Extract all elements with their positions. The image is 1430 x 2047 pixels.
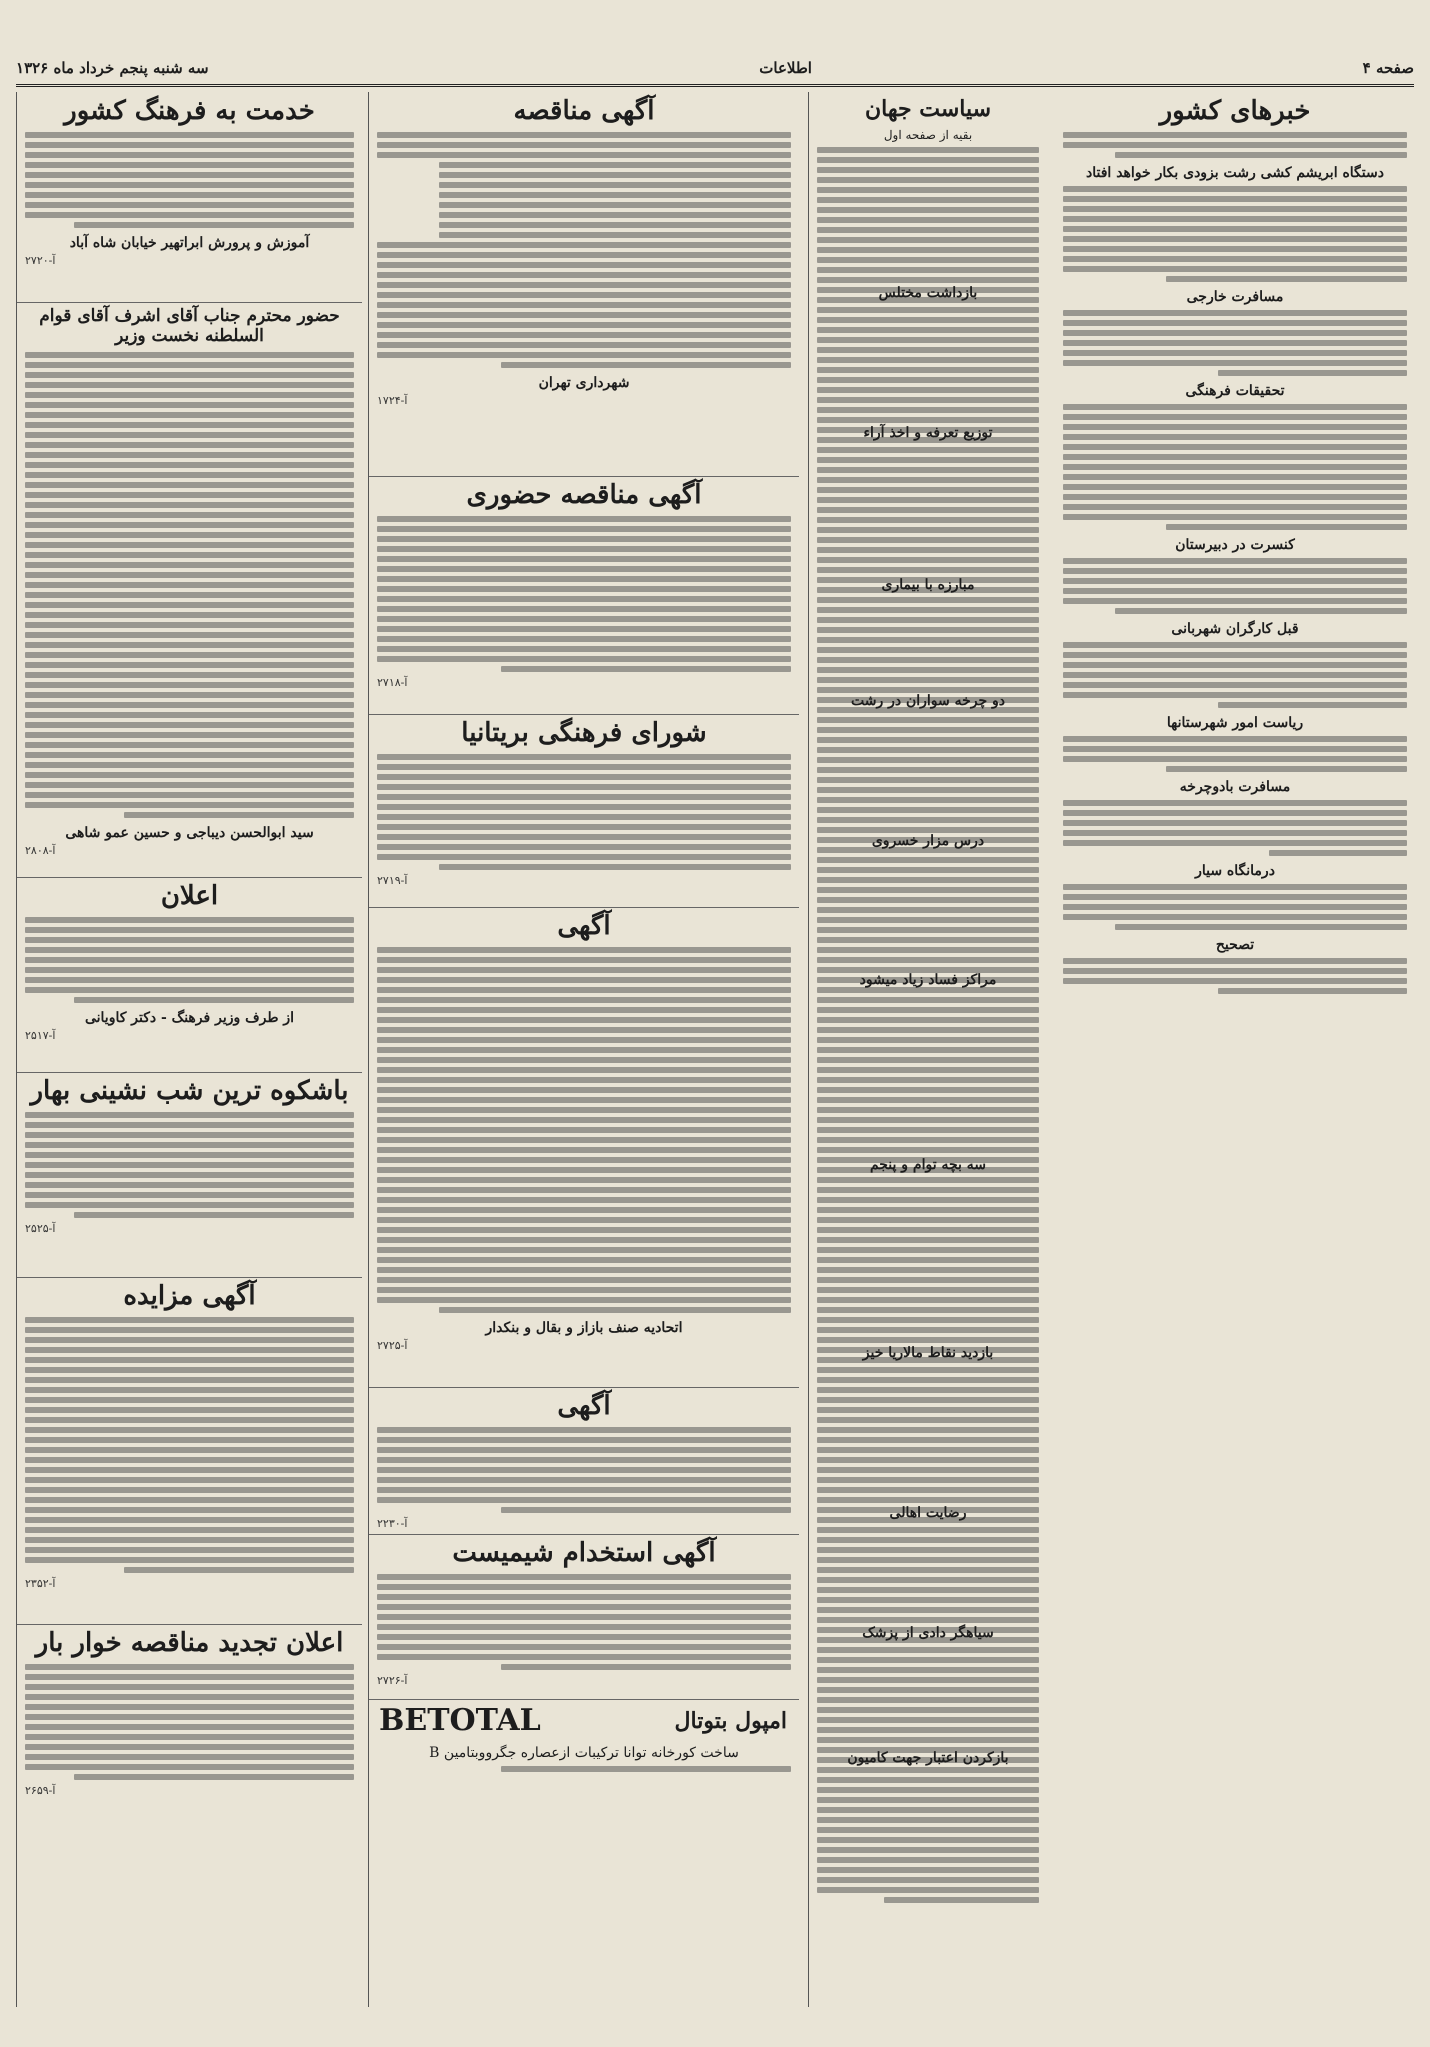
subhead: مسافرت خارجی <box>1186 289 1284 306</box>
ad-ref: آ-۲۶۵۹ <box>25 1784 56 1798</box>
subhead: دستگاه ابریشم کشی رشت بزودی بکار خواهد افتاد <box>1086 165 1384 182</box>
ad-ref: آ-۲۳۵۲ <box>25 1577 56 1591</box>
subhead: بازداشت مختلس <box>878 285 978 301</box>
world-politics-title: سیاست جهان <box>864 96 992 122</box>
ad-block <box>17 877 362 1073</box>
ad-ref: آ-۲۸۰۸ <box>25 843 56 857</box>
ad-block <box>369 1387 799 1535</box>
ad-headline: باشکوه ترین شب نشینی بهار <box>30 1076 349 1106</box>
betotal-latin: BETOTAL <box>379 1703 541 1738</box>
subhead: دو چرخه سواران در رشت <box>850 693 1006 709</box>
subhead: مبارزه با بیماری <box>881 577 975 593</box>
ad-block <box>369 1534 799 1700</box>
subhead: بازکردن اعتبار جهت کامیون <box>847 1750 1009 1766</box>
domestic-news-title: خبرهای کشور <box>1159 96 1311 126</box>
betotal-ad <box>369 1699 799 1789</box>
ad-signature: شهرداری تهران <box>538 375 630 392</box>
ad-ref: آ-۲۷۲۵ <box>377 1339 408 1353</box>
ad-subline: آموزش و پرورش ابراتهیر خیابان شاه آباد <box>69 235 310 252</box>
ad-block <box>17 1277 362 1625</box>
ad-ref: آ-۲۷۲۶ <box>377 1674 408 1688</box>
ad-headline: آگهی مزایده <box>123 1281 256 1311</box>
subhead: رضایت اهالی <box>889 1505 967 1521</box>
subhead: ریاست امور شهرستانها <box>1166 715 1304 732</box>
subhead: قبل کارگران شهربانی <box>1171 621 1299 638</box>
betotal-fa: امپول بتوتال <box>674 1707 787 1734</box>
continued-note: بقیه از صفحه اول <box>883 128 973 143</box>
ads-column-center <box>368 92 799 2007</box>
ad-headline: خدمت به فرهنگ کشور <box>64 96 315 126</box>
ad-block <box>17 92 362 303</box>
paper-name: اطلاعات <box>759 59 812 77</box>
subhead: درمانگاه سیار <box>1195 863 1275 880</box>
ad-headline: اعلان <box>160 881 219 911</box>
ad-block <box>369 907 799 1388</box>
ad-block <box>17 1072 362 1278</box>
subhead: سه بچه توام و پنجم <box>869 1157 987 1173</box>
subhead: بازدید نقاط مالاریا خیز <box>862 1345 994 1361</box>
ad-signature: سید ابوالحسن دیباجی و حسین عمو شاهی <box>65 824 314 841</box>
betotal-line: ساخت کورخانه توانا ترکیبات ازعصاره جگرووبتامین B <box>429 1745 739 1761</box>
world-politics-column <box>808 92 1047 2007</box>
ad-headline: آگهی استخدام شیمیست <box>452 1538 716 1568</box>
ad-block <box>17 302 362 878</box>
ad-headline: حضور محترم جناب آقای اشرف آقای قوام السلطنه نخست وزیر <box>39 306 340 347</box>
subhead: تحقیقات فرهنگی <box>1185 383 1285 400</box>
ad-headline: آگهی <box>557 911 611 941</box>
page-header <box>16 52 1414 87</box>
domestic-news-column <box>1055 92 1415 2007</box>
subhead: درس مزار خسروی <box>871 833 985 849</box>
ad-headline: آگهی مناقصه حضوری <box>466 480 702 510</box>
subhead: تصحیح <box>1215 937 1255 954</box>
subhead: توزیع تعرفه و اخذ آراء <box>863 425 993 441</box>
ad-signature: اتحادیه صنف بازاز و بقال و بنکدار <box>485 1320 683 1337</box>
domestic-briefs <box>809 282 1047 304</box>
ad-block <box>17 1624 362 1824</box>
ad-ref: آ-۱۷۲۴ <box>377 394 408 408</box>
ad-signature: از طرف وزیر فرهنگ - دکتر کاویانی <box>84 1010 295 1027</box>
ad-ref: آ-۲۷۱۹ <box>377 874 408 888</box>
ad-ref: آ-۲۵۱۷ <box>25 1029 56 1043</box>
ad-headline: شورای فرهنگی بریتانیا <box>461 718 707 748</box>
subhead: کنسرت در دبیرستان <box>1175 537 1295 554</box>
ads-column-left <box>16 92 362 2007</box>
ad-block <box>369 476 799 715</box>
subhead: سیاهگر دادی از پزشک <box>862 1625 994 1641</box>
ad-headline: آگهی مناقصه <box>513 96 655 126</box>
ad-headline: اعلان تجدید مناقصه خوار بار <box>35 1628 344 1658</box>
ad-ref: آ-۲۷۱۸ <box>377 676 408 690</box>
ad-headline: آگهی <box>557 1391 611 1421</box>
subhead: مراکز فساد زیاد میشود <box>859 972 997 988</box>
ad-ref: آ-۲۷۲۰ <box>25 254 56 268</box>
ad-ref: آ-۲۲۳۰ <box>377 1517 408 1531</box>
issue-date: سه شنبه پنجم خرداد ماه ۱۳۲۶ <box>16 59 209 77</box>
page-number: صفحه ۴ <box>1362 59 1414 77</box>
ad-block <box>369 714 799 908</box>
ad-block <box>369 92 799 477</box>
ad-ref: آ-۲۵۲۵ <box>25 1222 56 1236</box>
subhead: مسافرت بادوچرخه <box>1179 779 1291 796</box>
